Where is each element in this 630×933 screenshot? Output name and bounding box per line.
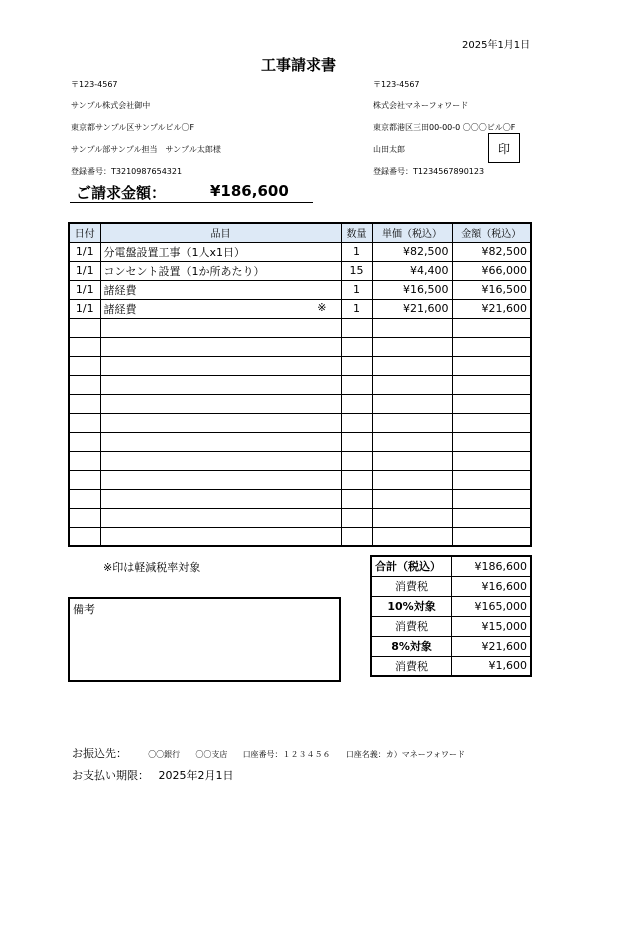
row-qty [341, 318, 372, 337]
row-amount: ¥66,000 [452, 261, 531, 280]
sender-company: 株式会社マネーフォワード [373, 101, 469, 110]
row-date [69, 508, 100, 527]
row-date [69, 394, 100, 413]
recipient-postal: 〒123-4567 [71, 80, 118, 89]
row-item [100, 527, 341, 546]
row-unit-price [372, 337, 452, 356]
row-item-label: 諸経費 [103, 283, 137, 297]
table-row [69, 318, 531, 337]
recipient-reg-no: 登録番号：T3210987654321 [71, 167, 183, 176]
totals-table [370, 555, 532, 677]
table-row [69, 280, 531, 299]
totals-value: ¥186,600 [452, 556, 531, 576]
totals-label: 消費税 [371, 656, 452, 676]
totals-label: 10%対象 [371, 596, 452, 616]
row-unit-price: ¥82,500 [372, 242, 452, 261]
row-qty [341, 508, 372, 527]
table-row [69, 375, 531, 394]
row-date [69, 356, 100, 375]
remarks-label: 備考 [73, 603, 95, 616]
row-date [69, 375, 100, 394]
table-row [69, 527, 531, 546]
row-qty: 15 [341, 261, 372, 280]
bank-label: お振込先： [72, 747, 127, 760]
row-qty [341, 451, 372, 470]
row-date: 1/1 [69, 261, 100, 280]
table-row [69, 489, 531, 508]
table-row [69, 451, 531, 470]
row-amount [452, 318, 531, 337]
row-item [100, 318, 341, 337]
row-date [69, 489, 100, 508]
totals-row [371, 656, 531, 676]
row-unit-price [372, 489, 452, 508]
row-unit-price [372, 394, 452, 413]
billing-amount-label: ご請求金額： [76, 184, 167, 202]
row-item [100, 432, 341, 451]
row-item [100, 242, 341, 261]
row-date: 1/1 [69, 242, 100, 261]
row-unit-price: ¥4,400 [372, 261, 452, 280]
row-item [100, 470, 341, 489]
sender-person: 山田太郎 [373, 145, 405, 154]
header-unit-price: 単価（税込） [372, 223, 452, 242]
row-amount [452, 489, 531, 508]
due-label: お支払い期限： [72, 769, 149, 782]
row-amount: ¥82,500 [452, 242, 531, 261]
row-amount [452, 337, 531, 356]
items-header-row [69, 223, 531, 242]
table-row [69, 394, 531, 413]
row-amount [452, 508, 531, 527]
row-unit-price [372, 413, 452, 432]
header-date: 日付 [69, 223, 100, 242]
row-qty [341, 356, 372, 375]
table-row [69, 261, 531, 280]
billing-amount-value: ¥186,600 [210, 182, 289, 200]
row-item [100, 280, 341, 299]
due-date: 2025年2月1日 [158, 769, 234, 782]
row-item [100, 451, 341, 470]
sender-postal: 〒123-4567 [373, 80, 420, 89]
issue-date: 2025年1月1日 [462, 40, 531, 51]
totals-label: 消費税 [371, 616, 452, 636]
billing-amount [70, 180, 313, 203]
reduced-rate-mark: ※ [317, 300, 327, 314]
row-amount [452, 470, 531, 489]
totals-value: ¥16,600 [452, 576, 531, 596]
table-row [69, 508, 531, 527]
row-unit-price [372, 375, 452, 394]
totals-value: ¥15,000 [452, 616, 531, 636]
row-item [100, 508, 341, 527]
row-item [100, 337, 341, 356]
row-item [100, 489, 341, 508]
row-amount [452, 375, 531, 394]
row-date [69, 527, 100, 546]
row-item [100, 299, 341, 318]
totals-value: ¥165,000 [452, 596, 531, 616]
sender-address: 東京都港区三田00-00-0 〇〇〇ビル〇F [373, 123, 516, 132]
totals-row [371, 596, 531, 616]
table-row [69, 337, 531, 356]
totals-value: ¥21,600 [452, 636, 531, 656]
row-item-label: 諸経費 [103, 302, 137, 316]
totals-row [371, 556, 531, 576]
row-item [100, 375, 341, 394]
remarks-box [68, 597, 341, 682]
table-row [69, 356, 531, 375]
row-unit-price [372, 356, 452, 375]
row-date [69, 318, 100, 337]
recipient-company: サンプル株式会社御中 [71, 101, 151, 110]
totals-label: 合計（税込） [371, 556, 452, 576]
row-unit-price: ¥21,600 [372, 299, 452, 318]
row-unit-price [372, 432, 452, 451]
totals-row [371, 636, 531, 656]
header-amount: 金額（税込） [452, 223, 531, 242]
row-amount [452, 413, 531, 432]
row-unit-price [372, 508, 452, 527]
row-item [100, 261, 341, 280]
account-name: 口座名義：カ）マネーフォワード [345, 750, 465, 759]
recipient-contact: サンプル部サンプル担当 サンプル太郎様 [71, 145, 221, 154]
header-qty: 数量 [341, 223, 372, 242]
row-item [100, 394, 341, 413]
totals-value: ¥1,600 [452, 656, 531, 676]
table-row [69, 242, 531, 261]
row-amount [452, 394, 531, 413]
row-item-label: 分電盤設置工事（1人x1日） [103, 245, 246, 259]
table-row [69, 299, 531, 318]
table-row [69, 470, 531, 489]
bank-name: 〇〇銀行 [148, 750, 181, 759]
totals-row [371, 576, 531, 596]
row-qty: 1 [341, 280, 372, 299]
row-amount [452, 432, 531, 451]
totals-row [371, 616, 531, 636]
row-date [69, 470, 100, 489]
recipient-address: 東京都サンプル区サンプルビル〇F [71, 123, 195, 132]
row-item-label: コンセント設置（1か所あたり） [103, 264, 265, 278]
row-qty [341, 394, 372, 413]
row-date [69, 432, 100, 451]
row-unit-price [372, 451, 452, 470]
row-date [69, 413, 100, 432]
row-item [100, 413, 341, 432]
items-table [68, 222, 532, 547]
row-qty [341, 432, 372, 451]
totals-label: 消費税 [371, 576, 452, 596]
payment-due [72, 767, 234, 783]
row-qty [341, 413, 372, 432]
row-qty [341, 337, 372, 356]
row-amount [452, 451, 531, 470]
totals-label: 8%対象 [371, 636, 452, 656]
row-qty [341, 527, 372, 546]
row-item [100, 356, 341, 375]
row-amount [452, 527, 531, 546]
row-date: 1/1 [69, 299, 100, 318]
bank-branch: 〇〇支店 [195, 750, 228, 759]
row-amount: ¥21,600 [452, 299, 531, 318]
row-qty [341, 470, 372, 489]
row-unit-price [372, 470, 452, 489]
row-amount: ¥16,500 [452, 280, 531, 299]
row-unit-price [372, 527, 452, 546]
table-row [69, 413, 531, 432]
table-row [69, 432, 531, 451]
account-number: 口座番号：１２３４５６ [242, 750, 331, 759]
sender-reg-no: 登録番号：T1234567890123 [373, 167, 485, 176]
reduced-rate-note: ※印は軽減税率対象 [103, 561, 201, 574]
row-date [69, 337, 100, 356]
bank-info [72, 745, 465, 761]
row-qty [341, 489, 372, 508]
row-qty: 1 [341, 299, 372, 318]
row-unit-price [372, 318, 452, 337]
row-date: 1/1 [69, 280, 100, 299]
row-qty: 1 [341, 242, 372, 261]
row-unit-price: ¥16,500 [372, 280, 452, 299]
header-item: 品目 [100, 223, 341, 242]
row-date [69, 451, 100, 470]
row-qty [341, 375, 372, 394]
row-amount [452, 356, 531, 375]
page-title: 工事請求書 [261, 56, 337, 74]
seal-stamp: 印 [488, 133, 520, 163]
